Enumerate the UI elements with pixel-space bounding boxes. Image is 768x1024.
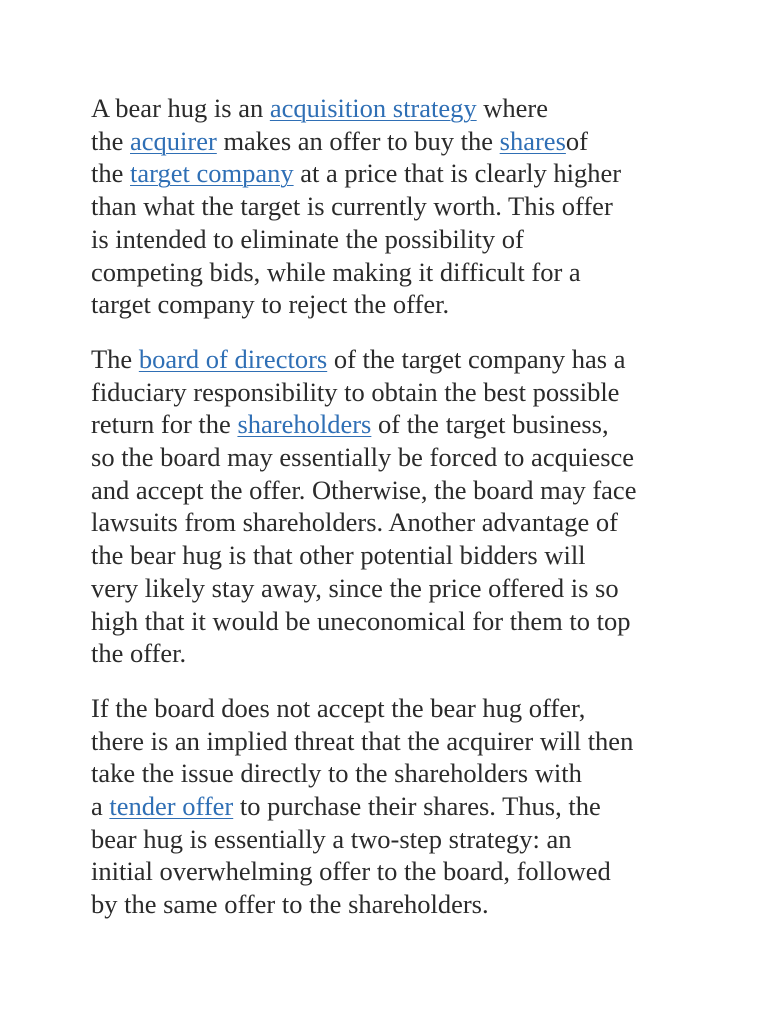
- text-run: fiduciary responsibility to obtain the best possible: [91, 376, 620, 407]
- text-run: high that it would be uneconomical for them to top: [91, 605, 631, 636]
- text-run: competing bids, while making it difficult for a: [91, 256, 581, 287]
- text-run: the bear hug is that other potential bidders will: [91, 540, 586, 571]
- text-run: initial overwhelming offer to the board, followed: [91, 856, 611, 887]
- text-run: the offer.: [91, 638, 187, 669]
- text-run: If the board does not accept the bear hug offer,: [91, 692, 586, 723]
- text-line: [91, 725, 691, 758]
- text-run: at a price that is clearly higher: [293, 158, 622, 189]
- text-line: [91, 506, 691, 539]
- text-line: [91, 92, 691, 125]
- text-run: target company to reject the offer.: [91, 289, 450, 320]
- text-run: A bear hug is an: [91, 93, 270, 123]
- text-run: of: [565, 125, 588, 156]
- text-line: [91, 256, 691, 289]
- hyperlink[interactable]: shares: [499, 125, 566, 156]
- text-line: [91, 757, 691, 790]
- text-run: and accept the offer. Otherwise, the board may face: [91, 474, 637, 505]
- text-line: [91, 157, 691, 190]
- text-run: the: [91, 125, 130, 156]
- text-run: take the issue directly to the shareholders with: [91, 758, 582, 789]
- text-run: the: [91, 158, 130, 189]
- text-line: [91, 855, 691, 888]
- text-run: where: [476, 93, 549, 123]
- text-run: is intended to eliminate the possibility of: [91, 223, 524, 254]
- hyperlink[interactable]: acquirer: [130, 125, 217, 156]
- text-run: bear hug is essentially a two-step strategy: an: [91, 823, 572, 854]
- text-run: there is an implied threat that the acquirer will then: [91, 725, 634, 756]
- text-line: [91, 888, 691, 921]
- text-line: [91, 441, 691, 474]
- text-run: to purchase their shares. Thus, the: [233, 791, 601, 822]
- hyperlink[interactable]: acquisition strategy: [269, 93, 477, 123]
- paragraph: [91, 343, 691, 670]
- text-run: of the target company has a: [327, 343, 626, 374]
- text-run: The: [91, 343, 139, 374]
- hyperlink[interactable]: board of directors: [138, 343, 328, 374]
- text-line: [91, 288, 691, 321]
- text-line: [91, 539, 691, 572]
- text-line: [91, 605, 691, 638]
- text-line: [91, 474, 691, 507]
- text-run: lawsuits from shareholders. Another advantage of: [91, 507, 618, 538]
- text-line: [91, 376, 691, 409]
- hyperlink[interactable]: target company: [130, 158, 294, 189]
- text-line: [91, 223, 691, 256]
- text-run: of the target business,: [371, 409, 609, 440]
- text-line: [91, 637, 691, 670]
- text-line: [91, 790, 691, 823]
- text-line: [91, 408, 691, 441]
- text-line: [91, 692, 691, 725]
- text-run: a: [91, 791, 110, 822]
- document-body: [91, 92, 691, 921]
- text-line: [91, 823, 691, 856]
- paragraph: [91, 692, 691, 921]
- text-run: return for the: [91, 409, 238, 440]
- text-run: makes an offer to buy the: [216, 125, 500, 156]
- text-line: [91, 572, 691, 605]
- text-run: very likely stay away, since the price offered is so: [91, 572, 619, 603]
- text-line: [91, 190, 691, 223]
- hyperlink[interactable]: tender offer: [109, 791, 234, 822]
- hyperlink[interactable]: shareholders: [237, 409, 372, 440]
- text-run: so the board may essentially be forced to acquiesce: [91, 442, 635, 473]
- text-run: by the same offer to the shareholders.: [91, 889, 489, 920]
- text-line: [91, 125, 691, 158]
- text-run: than what the target is currently worth. This offer: [91, 191, 613, 222]
- paragraph: [91, 92, 691, 321]
- text-line: [91, 343, 691, 376]
